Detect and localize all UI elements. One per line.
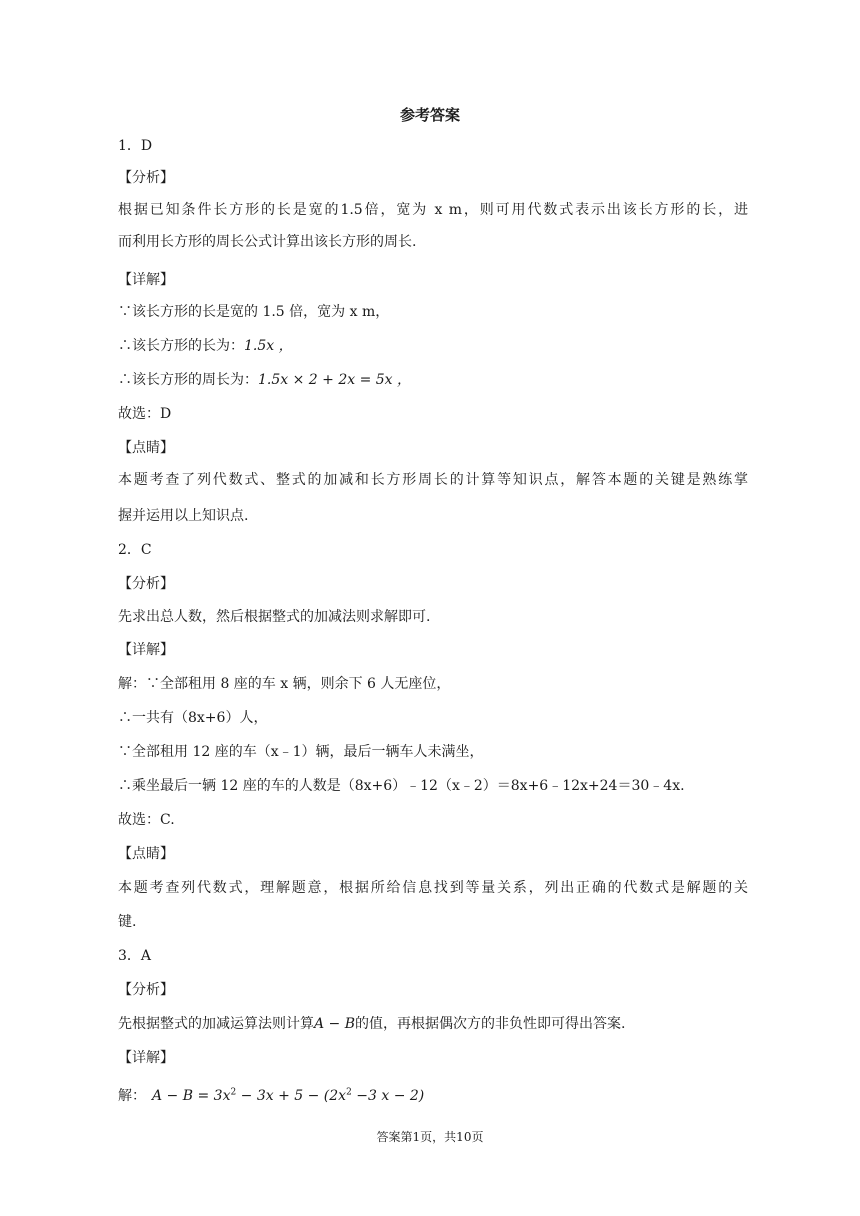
q2-detail-line1: 解：∵全部租用 8 座的车 x 辆，则余下 6 人无座位， [118,676,451,692]
q3-detail-math-c: −3 x − 2) [351,1088,425,1104]
q1-choice: 故选：D [118,406,172,422]
q1-detail-line3 [118,370,748,390]
q1-analysis-line2: 而利用长方形的周长公式计算出该长方形的周长. [118,234,417,250]
q3-analysis-line1 [118,1014,748,1034]
q3-detail-line1 [118,1086,748,1106]
q1-comment-line1: 本题考查了列代数式、整式的加减和长方形周长的计算等知识点，解答本题的关键是熟练掌 [118,472,748,488]
q2-answer: 2．C [118,542,152,558]
q1-detail-line2-text: ∴该长方形的长为： [118,338,244,354]
page-title: 参考答案 [399,106,460,124]
q3-analysis-text-b: 的值，再根据偶次方的非负性即可得出答案. [355,1016,626,1032]
q2-comment-line2: 键. [118,914,137,930]
q2-detail-tag: 【详解】 [118,642,174,658]
q1-analysis-line1: 根据已知条件长方形的长是宽的1.5倍，宽为 x m，则可用代数式表示出该长方形的长，进 [118,202,748,218]
q3-detail-tag: 【详解】 [118,1050,174,1066]
q3-detail-text: 解： [118,1088,146,1104]
q1-detail-line2 [118,336,748,356]
q1-detail-line2-math: 1.5x ， [244,338,293,354]
q2-detail-line4: ∴乘坐最后一辆 12 座的车的人数是（8x+6）﹣12（x﹣2）＝8x+6﹣12x+24＝30﹣4x. [118,778,685,794]
q1-comment-line2: 握并运用以上知识点. [118,508,249,524]
q1-detail-line3-math: 1.5x × 2 + 2x = 5x ， [258,372,412,388]
q3-analysis-tag: 【分析】 [118,982,174,998]
q3-detail-math-a: A − B = 3x [152,1088,231,1104]
q3-answer: 3．A [118,948,152,964]
q3-analysis-math: A − B [314,1016,356,1032]
q2-analysis-tag: 【分析】 [118,576,174,592]
q3-analysis-text-a: 先根据整式的加减运算法则计算 [118,1016,314,1032]
q3-exponent-1: 2 [230,1087,237,1098]
q2-choice: 故选：C. [118,812,175,828]
q2-comment-tag: 【点睛】 [118,846,174,862]
q3-detail-math-b: − 3x + 5 − (2x [236,1088,347,1104]
q3-exponent-2: 2 [346,1087,352,1098]
q1-detail-tag: 【详解】 [118,272,174,288]
q2-detail-line2: ∴一共有（8x+6）人， [118,710,268,726]
q1-detail-line1: ∵该长方形的长是宽的 1.5 倍，宽为 x m， [118,304,390,320]
q1-analysis-tag: 【分析】 [118,170,174,186]
q1-detail-line3-text: ∴该长方形的周长为： [118,372,258,388]
page-footer: 答案第1页，共10页 [376,1130,484,1144]
q2-detail-line3: ∵全部租用 12 座的车（x﹣1）辆，最后一辆车人未满坐， [118,744,484,760]
q1-comment-tag: 【点睛】 [118,440,174,456]
q1-answer: 1．D [118,138,153,154]
q2-comment-line1: 本题考查列代数式，理解题意，根据所给信息找到等量关系，列出正确的代数式是解题的关 [118,880,748,896]
q2-analysis-line1: 先求出总人数，然后根据整式的加减法则求解即可. [118,609,431,625]
